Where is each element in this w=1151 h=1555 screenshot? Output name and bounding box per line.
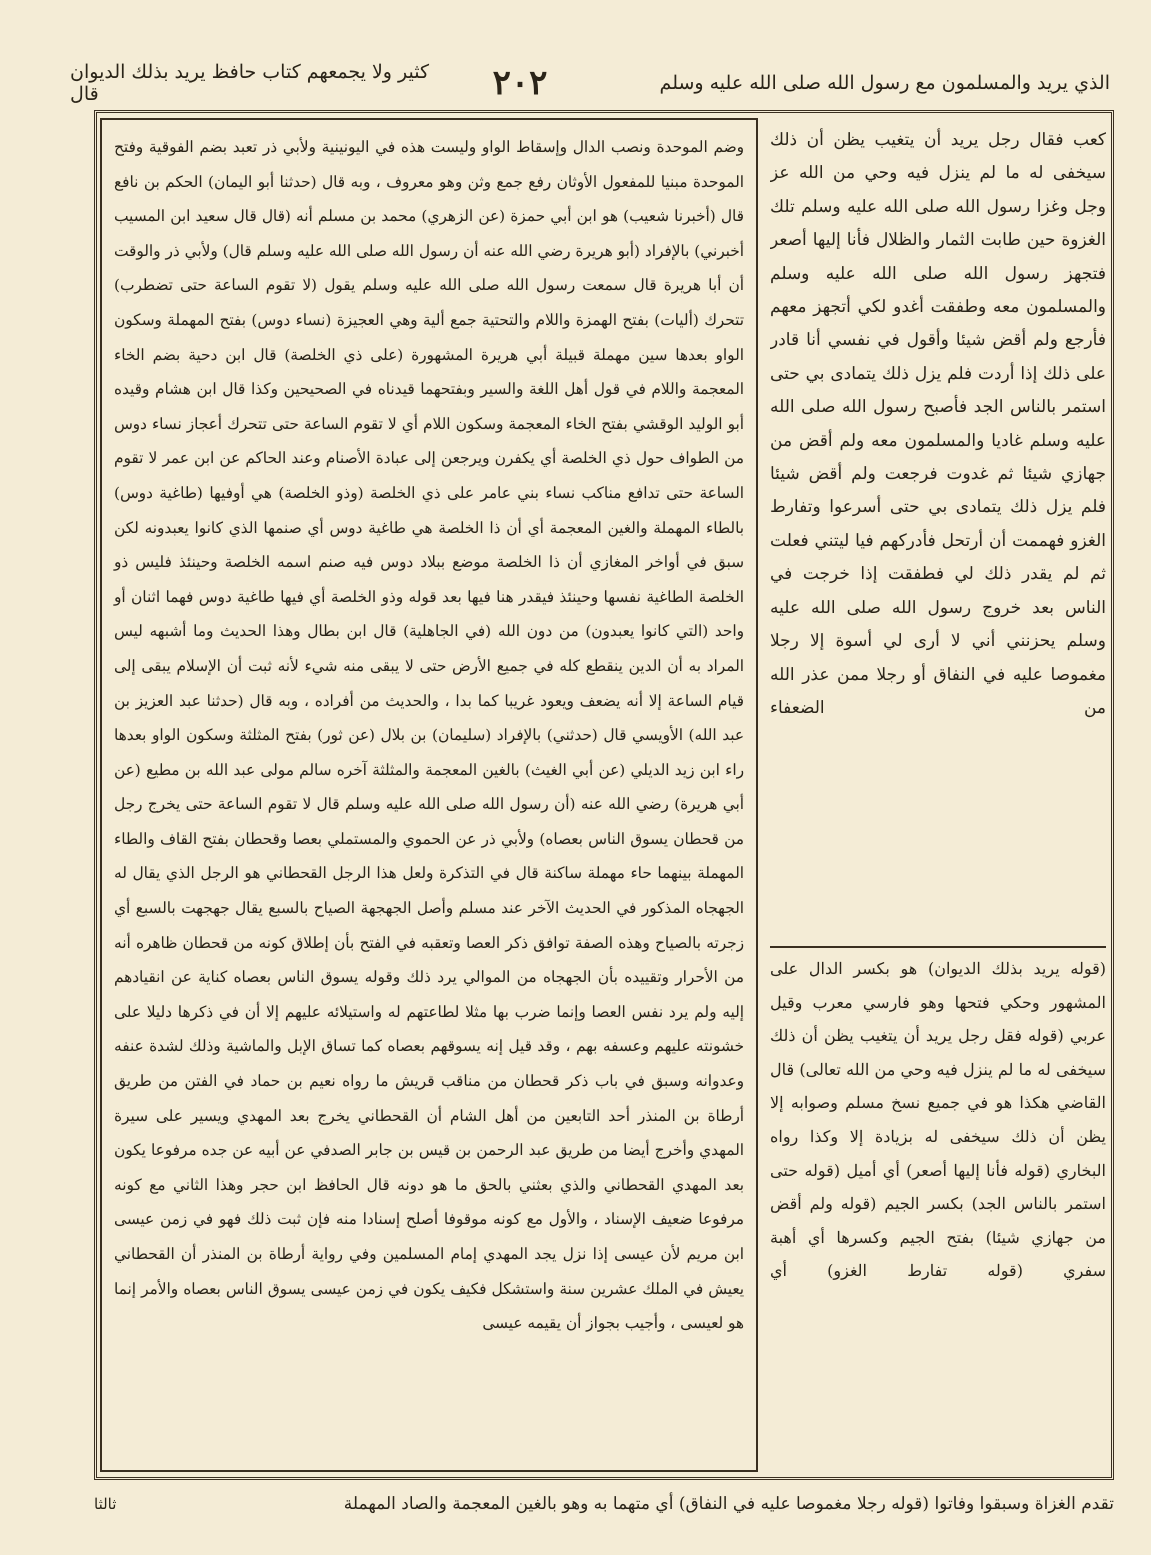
margin-notes-text: (قوله يريد بذلك الديوان) هو بكسر الدال على المشهور وحكي فتحها وهو فارسي معرب وقيل عربي (قوله فقل رجل يريد أن يتغيب يظن أن ذلك سيخفى له ما لم ينزل فيه وحي من الله تعالى) قال القاضي هكذا هو في جميع نسخ مسلم وصوابه إلا يظن أن ذلك سيخفى له بزيادة إلا وكذا رواه البخاري (قوله فأنا إليها أصعر) أي أميل (قوله حتى استمر بالناس الجد) بكسر الجيم (قوله ولم أقض من جهازي شيئا) بفتح الجيم وكسرها أي أهبة سفري (قوله تفارط الغزو) أي [770,959,1106,1281]
commentary-text: وضم الموحدة ونصب الدال وإسقاط الواو وليست هذه في اليونينية ولأبي ذر تعبد بضم الفوقية وفتح الموحدة مبنيا للمفعول الأوثان رفع جمع وثن وهو معروف ، وبه قال (حدثنا أبو اليمان) الحكم بن نافع قال (أخبرنا شعيب) هو ابن أبي حمزة (عن الزهري) محمد بن مسلم أنه (قال قال سعيد ابن المسيب أخبرني) بالإفراد (أبو هريرة رضي الله عنه أن رسول الله صلى الله عليه وسلم قال) ولأبي ذر والوقت أن أبا هريرة قال سمعت رسول الله صلى الله عليه وسلم يقول (لا تقوم الساعة حتى تضطرب) تتحرك (أليات) بفتح الهمزة واللام والتحتية جمع ألية وهي العجيزة (نساء دوس) بفتح المهملة وسكون الواو بعدها سين مهملة قبيلة أبي هريرة المشهورة (على ذي الخلصة) قال ابن دحية بضم الخاء المعجمة واللام في قول أهل اللغة والسير وبفتحهما قيدناه في الصحيحين وكذا قال ابن هشام وقيده أبو الوليد الوقشي بفتح الخاء المعجمة وسكون اللام أي لا تقوم الساعة حتى تتحرك أعجاز نساء دوس من الطواف حول ذي الخلصة أي يكفرن ويرجعن إلى عبادة الأصنام وعند الحاكم عن ابن عمر لا تقوم الساعة حتى تدافع مناكب نساء بني عامر على ذي الخلصة (وذو الخلصة) هي أوفيها (طاغية دوس) بالطاء المهملة والغين المعجمة أي أن ذا الخلصة هي طاغية دوس أي صنمها الذي كانوا يعبدونه لكن سبق في أواخر المغازي أن ذا الخلصة موضع ببلاد دوس فيه صنم اسمه الخلصة وحينئذ فليس ذو الخلصة الطاغية نفسها وحينئذ فيقدر هنا فيها بعد قوله وذو الخلصة أي فيها طاغية دوس فهما اثنان أو واحد (التي كانوا يعبدون) من دون الله (في الجاهلية) قال ابن بطال وهذا الحديث وما أشبهه ليس المراد به أن الدين ينقطع كله في جميع الأرض حتى لا يبقى منه شيء لأنه ثبت أن الإسلام يبقى إلى قيام الساعة إلا أنه يضعف ويعود غريبا كما بدا ، والحديث من أفراده ، وبه قال (حدثنا عبد العزيز بن عبد الله) الأويسي قال (حدثني) بالإفراد (سليمان) بن بلال (عن ثور) بفتح المثلثة وسكون الواو بعدها راء ابن زيد الديلي (عن أبي الغيث) بالغين المعجمة والمثلثة آخره سالم مولى عبد الله بن مطيع (عن أبي هريرة) رضي الله عنه (أن رسول الله صلى الله عليه وسلم قال لا تقوم الساعة حتى يخرج رجل من قحطان يسوق الناس بعصاه) ولأبي ذر عن الحموي والمستملي بعصا وقحطان بفتح القاف والطاء المهملة بينهما حاء مهملة ساكنة قال في التذكرة ولعل هذا الرجل القحطاني هو الرجل الذي يقال له الجهجاه المذكور في الحديث الآخر عند مسلم وأصل الجهجهة الصياح بالسبع يقال جهجهت بالسبع أي زجرته بالصياح وهذه الصفة توافق ذكر العصا وتعقبه في الفتح بأن إطلاق كونه من قحطان ظاهره أنه من الأحرار وتقييده بأن الجهجاه من الموالي يرد ذلك وقوله يسوق الناس بعصاه كناية عن انقيادهم إليه ولم يرد نفس العصا وإنما ضرب بها مثلا لطاعتهم له واستيلائه عليهم إلا أن في ذكرها دليلا على خشونته عليهم وعسفه بهم ، وقد قيل إنه يسوقهم بعصاه كما تساق الإبل والماشية وذلك لشدة عنفه وعدوانه وسبق في باب ذكر قحطان من مناقب قريش ما رواه نعيم بن حماد في الفتن من طريق أرطاة بن المنذر أحد التابعين من أهل الشام أن القحطاني يخرج بعد المهدي ويسير على سيرة المهدي وأخرج أيضا من طريق عبد الرحمن بن قيس بن جابر الصدفي عن أبيه عن جده مرفوعا يكون بعد المهدي القحطاني والذي بعثني بالحق ما هو دونه قال الحافظ ابن حجر وهذا الثاني مع كونه مرفوعا ضعيف الإسناد ، والأول مع كونه موقوفا أصلح إسنادا منه فإن ثبت ذلك فهو في زمن عيسى ابن مريم لأن عيسى إذا نزل يجد المهدي إمام المسلمين وفي رواية أرطاة بن المنذر أن القحطاني يعيش في الملك عشرين سنة واستشكل فكيف يكون في زمن عيسى يسوق الناس بعصاه والأمر إنما هو لعيسى ، وأجيب بجواز أن يقيمه عيسى [114,138,744,1333]
matn-text: كعب فقال رجل يريد أن يتغيب يظن أن ذلك سيخفى له ما لم ينزل فيه وحي من الله عز وجل وغزا رسول الله صلى الله عليه وسلم تلك الغزوة حين طابت الثمار والظلال فأنا إليها أصعر فتجهز رسول الله صلى الله عليه وسلم والمسلمون معه وطفقت أغدو لكي أتجهز معهم فأرجع ولم أقض شيئا وأقول في نفسي أنا قادر على ذلك إذا أردت فلم يزل ذلك يتمادى بي حتى استمر بالناس الجد فأصبح رسول الله صلى الله عليه وسلم غاديا والمسلمون معه ولم أقض من جهازي شيئا ثم غدوت فرجعت ولم أقض شيئا فلم يزل ذلك يتمادى بي حتى أسرعوا وتفارط الغزو فهممت أن أرتحل فأدركهم فيا ليتني فعلت ثم لم يقدر ذلك لي فطفقت إذا خرجت في الناس بعد خروج رسول الله صلى الله عليه وسلم يحزنني أني لا أرى لي أسوة إلا رجلا مغموصا عليه في النفاق أو رجلا ممن عذر الله من الضعفاء [770,130,1106,718]
page-header [70,58,1110,108]
running-header-left: كثير ولا يجمعهم كتاب حافظ يريد بذلك الديوان قال [70,61,429,105]
footer-text: تقدم الغزاة وسبقوا وفاتوا (قوله رجلا مغموصا عليه في النفاق) أي متهما به وهو بالغين المعجمة والصاد المهملة [343,1494,1114,1514]
page-number: ٢٠٢ [492,63,548,103]
commentary-column [100,118,758,1472]
margin-divider [770,946,1106,948]
page-footer [94,1484,1114,1524]
catchword: ثالثا [94,1495,117,1513]
running-header-right: الذي يريد والمسلمون مع رسول الله صلى الله عليه وسلم [659,72,1110,94]
margin-notes-column [770,952,1106,1477]
matn-column [770,124,1106,944]
